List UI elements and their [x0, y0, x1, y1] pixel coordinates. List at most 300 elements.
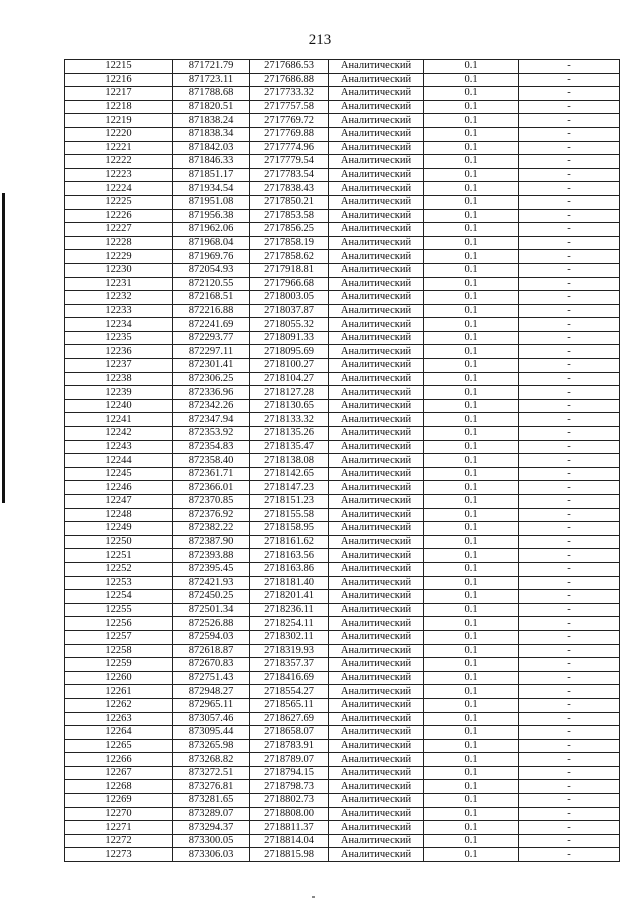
method-cell: Аналитический [329, 630, 424, 644]
table-row [65, 209, 620, 223]
point-number-cell: 12239 [65, 386, 173, 400]
note-cell: - [519, 155, 620, 169]
method-cell: Аналитический [329, 331, 424, 345]
x-coordinate-cell: 872670.83 [173, 658, 250, 672]
method-cell: Аналитический [329, 671, 424, 685]
point-number-cell: 12215 [65, 60, 173, 74]
y-coordinate-cell: 2718133.32 [250, 413, 329, 427]
y-coordinate-cell: 2717966.68 [250, 277, 329, 291]
method-cell: Аналитический [329, 263, 424, 277]
accuracy-cell: 0.1 [424, 698, 519, 712]
point-number-cell: 12236 [65, 345, 173, 359]
y-coordinate-cell: 2718783.91 [250, 739, 329, 753]
point-number-cell: 12246 [65, 481, 173, 495]
accuracy-cell: 0.1 [424, 372, 519, 386]
note-cell: - [519, 481, 620, 495]
x-coordinate-cell: 872594.03 [173, 630, 250, 644]
method-cell: Аналитический [329, 318, 424, 332]
point-number-cell: 12237 [65, 359, 173, 373]
method-cell: Аналитический [329, 304, 424, 318]
accuracy-cell: 0.1 [424, 427, 519, 441]
x-coordinate-cell: 871842.03 [173, 141, 250, 155]
accuracy-cell: 0.1 [424, 386, 519, 400]
table-row [65, 454, 620, 468]
method-cell: Аналитический [329, 345, 424, 359]
accuracy-cell: 0.1 [424, 277, 519, 291]
y-coordinate-cell: 2717774.96 [250, 141, 329, 155]
accuracy-cell: 0.1 [424, 780, 519, 794]
x-coordinate-cell: 873265.98 [173, 739, 250, 753]
table-row [65, 372, 620, 386]
accuracy-cell: 0.1 [424, 590, 519, 604]
x-coordinate-cell: 871721.79 [173, 60, 250, 74]
accuracy-cell: 0.1 [424, 114, 519, 128]
point-number-cell: 12230 [65, 263, 173, 277]
note-cell: - [519, 114, 620, 128]
x-coordinate-cell: 872361.71 [173, 467, 250, 481]
table-row [65, 522, 620, 536]
point-number-cell: 12247 [65, 495, 173, 509]
y-coordinate-cell: 2717769.88 [250, 127, 329, 141]
point-number-cell: 12267 [65, 766, 173, 780]
point-number-cell: 12232 [65, 291, 173, 305]
y-coordinate-cell: 2718100.27 [250, 359, 329, 373]
y-coordinate-cell: 2718151.23 [250, 495, 329, 509]
table-row [65, 127, 620, 141]
point-number-cell: 12216 [65, 73, 173, 87]
note-cell: - [519, 304, 620, 318]
x-coordinate-cell: 872501.34 [173, 603, 250, 617]
scan-mark [312, 896, 315, 898]
note-cell: - [519, 127, 620, 141]
accuracy-cell: 0.1 [424, 73, 519, 87]
x-coordinate-cell: 873281.65 [173, 794, 250, 808]
table-row [65, 671, 620, 685]
note-cell: - [519, 522, 620, 536]
x-coordinate-cell: 872421.93 [173, 576, 250, 590]
y-coordinate-cell: 2718658.07 [250, 726, 329, 740]
note-cell: - [519, 508, 620, 522]
accuracy-cell: 0.1 [424, 291, 519, 305]
y-coordinate-cell: 2718091.33 [250, 331, 329, 345]
accuracy-cell: 0.1 [424, 413, 519, 427]
y-coordinate-cell: 2718181.40 [250, 576, 329, 590]
method-cell: Аналитический [329, 590, 424, 604]
table-row [65, 182, 620, 196]
point-number-cell: 12238 [65, 372, 173, 386]
note-cell: - [519, 807, 620, 821]
y-coordinate-cell: 2718815.98 [250, 848, 329, 862]
table-row [65, 590, 620, 604]
note-cell: - [519, 209, 620, 223]
table-row [65, 114, 620, 128]
accuracy-cell: 0.1 [424, 223, 519, 237]
note-cell: - [519, 794, 620, 808]
y-coordinate-cell: 2717733.32 [250, 87, 329, 101]
x-coordinate-cell: 873268.82 [173, 753, 250, 767]
point-number-cell: 12264 [65, 726, 173, 740]
method-cell: Аналитический [329, 576, 424, 590]
x-coordinate-cell: 872342.26 [173, 399, 250, 413]
method-cell: Аналитический [329, 562, 424, 576]
method-cell: Аналитический [329, 168, 424, 182]
method-cell: Аналитический [329, 766, 424, 780]
y-coordinate-cell: 2718163.56 [250, 549, 329, 563]
y-coordinate-cell: 2717686.53 [250, 60, 329, 74]
note-cell: - [519, 834, 620, 848]
point-number-cell: 12263 [65, 712, 173, 726]
table-row [65, 141, 620, 155]
y-coordinate-cell: 2718142.65 [250, 467, 329, 481]
note-cell: - [519, 739, 620, 753]
y-coordinate-cell: 2718135.26 [250, 427, 329, 441]
table-row [65, 766, 620, 780]
point-number-cell: 12221 [65, 141, 173, 155]
accuracy-cell: 0.1 [424, 562, 519, 576]
note-cell: - [519, 671, 620, 685]
x-coordinate-cell: 872054.93 [173, 263, 250, 277]
y-coordinate-cell: 2718055.32 [250, 318, 329, 332]
x-coordinate-cell: 873306.03 [173, 848, 250, 862]
table-row [65, 440, 620, 454]
note-cell: - [519, 413, 620, 427]
table-row [65, 345, 620, 359]
y-coordinate-cell: 2717850.21 [250, 195, 329, 209]
method-cell: Аналитический [329, 658, 424, 672]
x-coordinate-cell: 872301.41 [173, 359, 250, 373]
accuracy-cell: 0.1 [424, 821, 519, 835]
point-number-cell: 12269 [65, 794, 173, 808]
x-coordinate-cell: 872336.96 [173, 386, 250, 400]
accuracy-cell: 0.1 [424, 155, 519, 169]
note-cell: - [519, 454, 620, 468]
y-coordinate-cell: 2718814.04 [250, 834, 329, 848]
table-row [65, 780, 620, 794]
point-number-cell: 12223 [65, 168, 173, 182]
table-row [65, 291, 620, 305]
point-number-cell: 12220 [65, 127, 173, 141]
table-row [65, 848, 620, 862]
method-cell: Аналитический [329, 481, 424, 495]
method-cell: Аналитический [329, 698, 424, 712]
point-number-cell: 12273 [65, 848, 173, 862]
method-cell: Аналитический [329, 454, 424, 468]
accuracy-cell: 0.1 [424, 250, 519, 264]
x-coordinate-cell: 871951.08 [173, 195, 250, 209]
accuracy-cell: 0.1 [424, 766, 519, 780]
note-cell: - [519, 726, 620, 740]
y-coordinate-cell: 2718037.87 [250, 304, 329, 318]
x-coordinate-cell: 872618.87 [173, 644, 250, 658]
accuracy-cell: 0.1 [424, 495, 519, 509]
method-cell: Аналитический [329, 712, 424, 726]
note-cell: - [519, 576, 620, 590]
y-coordinate-cell: 2717853.58 [250, 209, 329, 223]
note-cell: - [519, 141, 620, 155]
note-cell: - [519, 236, 620, 250]
note-cell: - [519, 182, 620, 196]
y-coordinate-cell: 2717769.72 [250, 114, 329, 128]
x-coordinate-cell: 872526.88 [173, 617, 250, 631]
x-coordinate-cell: 873057.46 [173, 712, 250, 726]
x-coordinate-cell: 872382.22 [173, 522, 250, 536]
y-coordinate-cell: 2718794.15 [250, 766, 329, 780]
note-cell: - [519, 766, 620, 780]
y-coordinate-cell: 2717856.25 [250, 223, 329, 237]
accuracy-cell: 0.1 [424, 603, 519, 617]
y-coordinate-cell: 2718135.47 [250, 440, 329, 454]
accuracy-cell: 0.1 [424, 168, 519, 182]
x-coordinate-cell: 872241.69 [173, 318, 250, 332]
table-row [65, 318, 620, 332]
accuracy-cell: 0.1 [424, 467, 519, 481]
y-coordinate-cell: 2717783.54 [250, 168, 329, 182]
method-cell: Аналитический [329, 413, 424, 427]
point-number-cell: 12227 [65, 223, 173, 237]
accuracy-cell: 0.1 [424, 440, 519, 454]
point-number-cell: 12270 [65, 807, 173, 821]
x-coordinate-cell: 872216.88 [173, 304, 250, 318]
point-number-cell: 12249 [65, 522, 173, 536]
note-cell: - [519, 698, 620, 712]
accuracy-cell: 0.1 [424, 359, 519, 373]
table-row [65, 155, 620, 169]
x-coordinate-cell: 872376.92 [173, 508, 250, 522]
x-coordinate-cell: 872450.25 [173, 590, 250, 604]
method-cell: Аналитический [329, 250, 424, 264]
accuracy-cell: 0.1 [424, 127, 519, 141]
point-number-cell: 12240 [65, 399, 173, 413]
table-row [65, 223, 620, 237]
x-coordinate-cell: 871723.11 [173, 73, 250, 87]
note-cell: - [519, 345, 620, 359]
method-cell: Аналитический [329, 508, 424, 522]
y-coordinate-cell: 2718095.69 [250, 345, 329, 359]
method-cell: Аналитический [329, 848, 424, 862]
x-coordinate-cell: 873300.05 [173, 834, 250, 848]
point-number-cell: 12226 [65, 209, 173, 223]
point-number-cell: 12272 [65, 834, 173, 848]
note-cell: - [519, 753, 620, 767]
method-cell: Аналитический [329, 182, 424, 196]
x-coordinate-cell: 872395.45 [173, 562, 250, 576]
method-cell: Аналитический [329, 277, 424, 291]
note-cell: - [519, 87, 620, 101]
table-row [65, 617, 620, 631]
method-cell: Аналитический [329, 141, 424, 155]
x-coordinate-cell: 872965.11 [173, 698, 250, 712]
accuracy-cell: 0.1 [424, 195, 519, 209]
note-cell: - [519, 277, 620, 291]
y-coordinate-cell: 2718003.05 [250, 291, 329, 305]
method-cell: Аналитический [329, 155, 424, 169]
x-coordinate-cell: 873294.37 [173, 821, 250, 835]
x-coordinate-cell: 873095.44 [173, 726, 250, 740]
note-cell: - [519, 399, 620, 413]
method-cell: Аналитический [329, 100, 424, 114]
method-cell: Аналитический [329, 535, 424, 549]
y-coordinate-cell: 2718236.11 [250, 603, 329, 617]
x-coordinate-cell: 873276.81 [173, 780, 250, 794]
point-number-cell: 12231 [65, 277, 173, 291]
accuracy-cell: 0.1 [424, 535, 519, 549]
y-coordinate-cell: 2718798.73 [250, 780, 329, 794]
y-coordinate-cell: 2718127.28 [250, 386, 329, 400]
point-number-cell: 12225 [65, 195, 173, 209]
point-number-cell: 12266 [65, 753, 173, 767]
accuracy-cell: 0.1 [424, 807, 519, 821]
method-cell: Аналитический [329, 127, 424, 141]
y-coordinate-cell: 2718357.37 [250, 658, 329, 672]
y-coordinate-cell: 2717838.43 [250, 182, 329, 196]
accuracy-cell: 0.1 [424, 712, 519, 726]
point-number-cell: 12222 [65, 155, 173, 169]
point-number-cell: 12219 [65, 114, 173, 128]
y-coordinate-cell: 2717858.62 [250, 250, 329, 264]
accuracy-cell: 0.1 [424, 454, 519, 468]
accuracy-cell: 0.1 [424, 209, 519, 223]
x-coordinate-cell: 872948.27 [173, 685, 250, 699]
accuracy-cell: 0.1 [424, 87, 519, 101]
accuracy-cell: 0.1 [424, 522, 519, 536]
point-number-cell: 12228 [65, 236, 173, 250]
point-number-cell: 12218 [65, 100, 173, 114]
method-cell: Аналитический [329, 427, 424, 441]
method-cell: Аналитический [329, 780, 424, 794]
method-cell: Аналитический [329, 739, 424, 753]
accuracy-cell: 0.1 [424, 508, 519, 522]
method-cell: Аналитический [329, 209, 424, 223]
x-coordinate-cell: 872370.85 [173, 495, 250, 509]
method-cell: Аналитический [329, 753, 424, 767]
y-coordinate-cell: 2718789.07 [250, 753, 329, 767]
x-coordinate-cell: 871838.24 [173, 114, 250, 128]
accuracy-cell: 0.1 [424, 399, 519, 413]
table-row [65, 562, 620, 576]
method-cell: Аналитический [329, 807, 424, 821]
accuracy-cell: 0.1 [424, 263, 519, 277]
point-number-cell: 12235 [65, 331, 173, 345]
method-cell: Аналитический [329, 834, 424, 848]
point-number-cell: 12224 [65, 182, 173, 196]
point-number-cell: 12256 [65, 617, 173, 631]
table-row [65, 413, 620, 427]
note-cell: - [519, 359, 620, 373]
table-row [65, 100, 620, 114]
note-cell: - [519, 372, 620, 386]
y-coordinate-cell: 2717918.81 [250, 263, 329, 277]
method-cell: Аналитический [329, 603, 424, 617]
accuracy-cell: 0.1 [424, 644, 519, 658]
x-coordinate-cell: 872751.43 [173, 671, 250, 685]
point-number-cell: 12271 [65, 821, 173, 835]
y-coordinate-cell: 2718104.27 [250, 372, 329, 386]
table-row [65, 698, 620, 712]
note-cell: - [519, 644, 620, 658]
x-coordinate-cell: 871956.38 [173, 209, 250, 223]
point-number-cell: 12254 [65, 590, 173, 604]
method-cell: Аналитический [329, 291, 424, 305]
note-cell: - [519, 535, 620, 549]
method-cell: Аналитический [329, 467, 424, 481]
table-row [65, 87, 620, 101]
table-row [65, 834, 620, 848]
note-cell: - [519, 250, 620, 264]
note-cell: - [519, 440, 620, 454]
table-row [65, 630, 620, 644]
y-coordinate-cell: 2718163.86 [250, 562, 329, 576]
method-cell: Аналитический [329, 386, 424, 400]
table-row [65, 807, 620, 821]
accuracy-cell: 0.1 [424, 182, 519, 196]
method-cell: Аналитический [329, 522, 424, 536]
method-cell: Аналитический [329, 685, 424, 699]
table-row [65, 712, 620, 726]
accuracy-cell: 0.1 [424, 685, 519, 699]
table-row [65, 195, 620, 209]
x-coordinate-cell: 873289.07 [173, 807, 250, 821]
x-coordinate-cell: 872366.01 [173, 481, 250, 495]
note-cell: - [519, 223, 620, 237]
point-number-cell: 12234 [65, 318, 173, 332]
note-cell: - [519, 60, 620, 74]
y-coordinate-cell: 2718138.08 [250, 454, 329, 468]
note-cell: - [519, 712, 620, 726]
method-cell: Аналитический [329, 495, 424, 509]
point-number-cell: 12243 [65, 440, 173, 454]
table-row [65, 236, 620, 250]
point-number-cell: 12244 [65, 454, 173, 468]
page-number: 213 [308, 32, 332, 48]
y-coordinate-cell: 2718147.23 [250, 481, 329, 495]
table-row [65, 794, 620, 808]
note-cell: - [519, 590, 620, 604]
accuracy-cell: 0.1 [424, 549, 519, 563]
table-row [65, 753, 620, 767]
accuracy-cell: 0.1 [424, 753, 519, 767]
method-cell: Аналитический [329, 236, 424, 250]
note-cell: - [519, 549, 620, 563]
method-cell: Аналитический [329, 726, 424, 740]
point-number-cell: 12258 [65, 644, 173, 658]
point-number-cell: 12251 [65, 549, 173, 563]
y-coordinate-cell: 2718811.37 [250, 821, 329, 835]
note-cell: - [519, 685, 620, 699]
x-coordinate-cell: 871969.76 [173, 250, 250, 264]
point-number-cell: 12250 [65, 535, 173, 549]
accuracy-cell: 0.1 [424, 834, 519, 848]
y-coordinate-cell: 2718201.41 [250, 590, 329, 604]
table-row [65, 726, 620, 740]
point-number-cell: 12233 [65, 304, 173, 318]
point-number-cell: 12248 [65, 508, 173, 522]
point-number-cell: 12257 [65, 630, 173, 644]
method-cell: Аналитический [329, 195, 424, 209]
y-coordinate-cell: 2717779.54 [250, 155, 329, 169]
point-number-cell: 12245 [65, 467, 173, 481]
y-coordinate-cell: 2718416.69 [250, 671, 329, 685]
x-coordinate-cell: 872353.92 [173, 427, 250, 441]
note-cell: - [519, 427, 620, 441]
method-cell: Аналитический [329, 617, 424, 631]
y-coordinate-cell: 2718802.73 [250, 794, 329, 808]
x-coordinate-cell: 872120.55 [173, 277, 250, 291]
table-row [65, 304, 620, 318]
point-number-cell: 12268 [65, 780, 173, 794]
x-coordinate-cell: 871968.04 [173, 236, 250, 250]
x-coordinate-cell: 871846.33 [173, 155, 250, 169]
x-coordinate-cell: 872358.40 [173, 454, 250, 468]
